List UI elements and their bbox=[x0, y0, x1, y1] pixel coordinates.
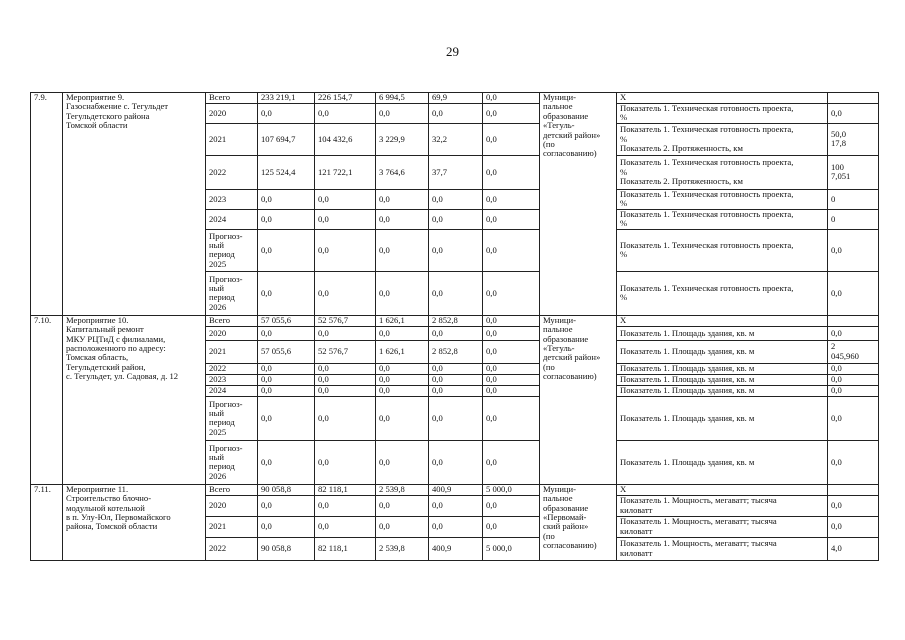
total-amount: 0,0 bbox=[258, 440, 315, 484]
indicator-value: 50,0 17,8 bbox=[828, 123, 879, 155]
year-cell: Прогноз- ный период 2026 bbox=[206, 271, 258, 315]
federal-budget-amount: 0,0 bbox=[315, 229, 376, 271]
year-cell: 2021 bbox=[206, 516, 258, 537]
indicator-value: 0 bbox=[828, 209, 879, 229]
activity-name: Мероприятие 10. Капитальный ремонт МКУ РЦТиД с филиалами, расположенного по адресу: Томская область, Тегульдетский район, с. Тегульдет, ул. Садовая, д. 12 bbox=[63, 315, 206, 484]
extrabudgetary-amount: 5 000,0 bbox=[483, 484, 540, 495]
federal-budget-amount: 0,0 bbox=[315, 396, 376, 440]
year-cell: Прогноз- ный период 2025 bbox=[206, 229, 258, 271]
indicator-cell: Показатель 1. Площадь здания, кв. м bbox=[617, 363, 828, 374]
executor-cell: Муници- пальное образование «Тегуль- детский район» (по согласованию) bbox=[540, 315, 617, 484]
indicator-value: 0 bbox=[828, 189, 879, 209]
regional-budget-amount: 0,0 bbox=[376, 229, 429, 271]
extrabudgetary-amount: 0,0 bbox=[483, 374, 540, 385]
regional-budget-amount: 3 229,9 bbox=[376, 123, 429, 155]
total-amount: 0,0 bbox=[258, 229, 315, 271]
local-budget-amount: 0,0 bbox=[429, 229, 483, 271]
federal-budget-amount: 82 118,1 bbox=[315, 484, 376, 495]
year-cell: Прогноз- ный период 2026 bbox=[206, 440, 258, 484]
activity-number: 7.10. bbox=[31, 315, 63, 484]
indicator-value: 0,0 bbox=[828, 516, 879, 537]
regional-budget-amount: 2 539,8 bbox=[376, 484, 429, 495]
regional-budget-amount: 0,0 bbox=[376, 374, 429, 385]
federal-budget-amount: 0,0 bbox=[315, 209, 376, 229]
total-amount: 90 058,8 bbox=[258, 537, 315, 560]
year-cell: 2022 bbox=[206, 155, 258, 189]
total-amount: 0,0 bbox=[258, 385, 315, 396]
federal-budget-amount: 0,0 bbox=[315, 104, 376, 124]
extrabudgetary-amount: 0,0 bbox=[483, 229, 540, 271]
local-budget-amount: 32,2 bbox=[429, 123, 483, 155]
total-amount: 57 055,6 bbox=[258, 315, 315, 326]
indicator-cell: Показатель 1. Площадь здания, кв. м bbox=[617, 374, 828, 385]
total-amount: 90 058,8 bbox=[258, 484, 315, 495]
year-cell: 2020 bbox=[206, 104, 258, 124]
local-budget-amount: 400,9 bbox=[429, 537, 483, 560]
indicator-cell: Показатель 1. Техническая готовность проекта, % bbox=[617, 229, 828, 271]
regional-budget-amount: 0,0 bbox=[376, 516, 429, 537]
local-budget-amount: 0,0 bbox=[429, 374, 483, 385]
indicator-value: 0,0 bbox=[828, 440, 879, 484]
total-amount: 0,0 bbox=[258, 396, 315, 440]
executor-cell: Муници- пальное образование «Тегуль- детский район» (по согласованию) bbox=[540, 93, 617, 316]
indicator-cell: Показатель 1. Площадь здания, кв. м bbox=[617, 326, 828, 340]
table-row bbox=[31, 484, 879, 495]
federal-budget-amount: 52 576,7 bbox=[315, 315, 376, 326]
federal-budget-amount: 0,0 bbox=[315, 363, 376, 374]
federal-budget-amount: 0,0 bbox=[315, 385, 376, 396]
indicator-cell: Показатель 1. Площадь здания, кв. м bbox=[617, 396, 828, 440]
total-amount: 0,0 bbox=[258, 271, 315, 315]
year-cell: 2022 bbox=[206, 537, 258, 560]
regional-budget-amount: 1 626,1 bbox=[376, 340, 429, 363]
indicator-cell: Показатель 1. Мощность, мегаватт; тысяча киловатт bbox=[617, 495, 828, 516]
federal-budget-amount: 0,0 bbox=[315, 516, 376, 537]
total-amount: 0,0 bbox=[258, 104, 315, 124]
federal-budget-amount: 0,0 bbox=[315, 326, 376, 340]
local-budget-amount: 69,9 bbox=[429, 93, 483, 104]
year-cell: Всего bbox=[206, 315, 258, 326]
extrabudgetary-amount: 0,0 bbox=[483, 440, 540, 484]
indicator-value: 0,0 bbox=[828, 495, 879, 516]
indicator-value: 0,0 bbox=[828, 374, 879, 385]
total-amount: 107 694,7 bbox=[258, 123, 315, 155]
total-amount: 125 524,4 bbox=[258, 155, 315, 189]
regional-budget-amount: 0,0 bbox=[376, 189, 429, 209]
indicator-value bbox=[828, 93, 879, 104]
local-budget-amount: 0,0 bbox=[429, 516, 483, 537]
year-cell: 2021 bbox=[206, 123, 258, 155]
regional-budget-amount: 0,0 bbox=[376, 396, 429, 440]
indicator-value: 0,0 bbox=[828, 385, 879, 396]
total-amount: 0,0 bbox=[258, 516, 315, 537]
program-activities-table bbox=[30, 92, 879, 561]
federal-budget-amount: 0,0 bbox=[315, 495, 376, 516]
year-cell: 2020 bbox=[206, 326, 258, 340]
regional-budget-amount: 3 764,6 bbox=[376, 155, 429, 189]
indicator-value: 0,0 bbox=[828, 229, 879, 271]
regional-budget-amount: 0,0 bbox=[376, 104, 429, 124]
year-cell: 2024 bbox=[206, 385, 258, 396]
regional-budget-amount: 0,0 bbox=[376, 495, 429, 516]
indicator-cell: Показатель 1. Техническая готовность проекта, % bbox=[617, 271, 828, 315]
local-budget-amount: 400,9 bbox=[429, 484, 483, 495]
extrabudgetary-amount: 0,0 bbox=[483, 495, 540, 516]
total-amount: 0,0 bbox=[258, 209, 315, 229]
indicator-value bbox=[828, 484, 879, 495]
extrabudgetary-amount: 0,0 bbox=[483, 396, 540, 440]
local-budget-amount: 2 852,8 bbox=[429, 315, 483, 326]
local-budget-amount: 0,0 bbox=[429, 495, 483, 516]
indicator-cell: Показатель 1. Техническая готовность проекта, % bbox=[617, 189, 828, 209]
local-budget-amount: 0,0 bbox=[429, 104, 483, 124]
federal-budget-amount: 0,0 bbox=[315, 189, 376, 209]
local-budget-amount: 0,0 bbox=[429, 440, 483, 484]
indicator-cell: Показатель 1. Площадь здания, кв. м bbox=[617, 440, 828, 484]
activity-number: 7.9. bbox=[31, 93, 63, 316]
regional-budget-amount: 0,0 bbox=[376, 363, 429, 374]
extrabudgetary-amount: 0,0 bbox=[483, 363, 540, 374]
federal-budget-amount: 104 432,6 bbox=[315, 123, 376, 155]
total-amount: 0,0 bbox=[258, 374, 315, 385]
local-budget-amount: 2 852,8 bbox=[429, 340, 483, 363]
extrabudgetary-amount: 0,0 bbox=[483, 93, 540, 104]
indicator-value: 0,0 bbox=[828, 363, 879, 374]
total-amount: 0,0 bbox=[258, 189, 315, 209]
indicator-cell: Х bbox=[617, 93, 828, 104]
local-budget-amount: 0,0 bbox=[429, 189, 483, 209]
year-cell: 2021 bbox=[206, 340, 258, 363]
extrabudgetary-amount: 0,0 bbox=[483, 123, 540, 155]
local-budget-amount: 0,0 bbox=[429, 363, 483, 374]
indicator-cell: Х bbox=[617, 484, 828, 495]
year-cell: Всего bbox=[206, 484, 258, 495]
year-cell: Прогноз- ный период 2025 bbox=[206, 396, 258, 440]
federal-budget-amount: 52 576,7 bbox=[315, 340, 376, 363]
table-row bbox=[31, 315, 879, 326]
indicator-cell: Показатель 1. Мощность, мегаватт; тысяча киловатт bbox=[617, 516, 828, 537]
indicator-value: 0,0 bbox=[828, 271, 879, 315]
year-cell: 2024 bbox=[206, 209, 258, 229]
activity-name: Мероприятие 11. Строительство блочно- модульной котельной в п. Улу-Юл, Первомайского района, Томской области bbox=[63, 484, 206, 560]
extrabudgetary-amount: 0,0 bbox=[483, 385, 540, 396]
regional-budget-amount: 0,0 bbox=[376, 326, 429, 340]
indicator-cell: Показатель 1. Площадь здания, кв. м bbox=[617, 340, 828, 363]
indicator-value: 2 045,960 bbox=[828, 340, 879, 363]
indicator-cell: Х bbox=[617, 315, 828, 326]
year-cell: Всего bbox=[206, 93, 258, 104]
total-amount: 0,0 bbox=[258, 495, 315, 516]
local-budget-amount: 0,0 bbox=[429, 271, 483, 315]
indicator-value bbox=[828, 315, 879, 326]
indicator-value: 0,0 bbox=[828, 396, 879, 440]
regional-budget-amount: 6 994,5 bbox=[376, 93, 429, 104]
regional-budget-amount: 0,0 bbox=[376, 440, 429, 484]
year-cell: 2020 bbox=[206, 495, 258, 516]
regional-budget-amount: 0,0 bbox=[376, 271, 429, 315]
indicator-value: 0,0 bbox=[828, 326, 879, 340]
regional-budget-amount: 1 626,1 bbox=[376, 315, 429, 326]
regional-budget-amount: 2 539,8 bbox=[376, 537, 429, 560]
federal-budget-amount: 226 154,7 bbox=[315, 93, 376, 104]
indicator-value: 0,0 bbox=[828, 104, 879, 124]
activity-name: Мероприятие 9. Газоснабжение с. Тегульдет Тегульдетского района Томской области bbox=[63, 93, 206, 316]
indicator-cell: Показатель 1. Техническая готовность проекта, % bbox=[617, 104, 828, 124]
local-budget-amount: 0,0 bbox=[429, 326, 483, 340]
local-budget-amount: 0,0 bbox=[429, 385, 483, 396]
executor-cell: Муници- пальное образование «Первомай- ский район» (по согласованию) bbox=[540, 484, 617, 560]
extrabudgetary-amount: 0,0 bbox=[483, 209, 540, 229]
extrabudgetary-amount: 0,0 bbox=[483, 155, 540, 189]
extrabudgetary-amount: 0,0 bbox=[483, 326, 540, 340]
table-row bbox=[31, 93, 879, 104]
federal-budget-amount: 82 118,1 bbox=[315, 537, 376, 560]
extrabudgetary-amount: 5 000,0 bbox=[483, 537, 540, 560]
indicator-cell: Показатель 1. Площадь здания, кв. м bbox=[617, 385, 828, 396]
extrabudgetary-amount: 0,0 bbox=[483, 340, 540, 363]
indicator-cell: Показатель 1. Мощность, мегаватт; тысяча киловатт bbox=[617, 537, 828, 560]
local-budget-amount: 0,0 bbox=[429, 396, 483, 440]
total-amount: 233 219,1 bbox=[258, 93, 315, 104]
year-cell: 2023 bbox=[206, 374, 258, 385]
local-budget-amount: 0,0 bbox=[429, 209, 483, 229]
indicator-value: 100 7,051 bbox=[828, 155, 879, 189]
local-budget-amount: 37,7 bbox=[429, 155, 483, 189]
indicator-cell: Показатель 1. Техническая готовность проекта, % bbox=[617, 209, 828, 229]
total-amount: 0,0 bbox=[258, 363, 315, 374]
indicator-cell: Показатель 1. Техническая готовность проекта, % Показатель 2. Протяженность, км bbox=[617, 155, 828, 189]
extrabudgetary-amount: 0,0 bbox=[483, 189, 540, 209]
indicator-value: 4,0 bbox=[828, 537, 879, 560]
federal-budget-amount: 0,0 bbox=[315, 440, 376, 484]
federal-budget-amount: 0,0 bbox=[315, 271, 376, 315]
extrabudgetary-amount: 0,0 bbox=[483, 315, 540, 326]
total-amount: 57 055,6 bbox=[258, 340, 315, 363]
page-number: 29 bbox=[446, 44, 459, 59]
indicator-cell: Показатель 1. Техническая готовность проекта, % Показатель 2. Протяженность, км bbox=[617, 123, 828, 155]
federal-budget-amount: 0,0 bbox=[315, 374, 376, 385]
total-amount: 0,0 bbox=[258, 326, 315, 340]
federal-budget-amount: 121 722,1 bbox=[315, 155, 376, 189]
regional-budget-amount: 0,0 bbox=[376, 209, 429, 229]
activity-number: 7.11. bbox=[31, 484, 63, 560]
extrabudgetary-amount: 0,0 bbox=[483, 104, 540, 124]
extrabudgetary-amount: 0,0 bbox=[483, 516, 540, 537]
year-cell: 2023 bbox=[206, 189, 258, 209]
extrabudgetary-amount: 0,0 bbox=[483, 271, 540, 315]
year-cell: 2022 bbox=[206, 363, 258, 374]
regional-budget-amount: 0,0 bbox=[376, 385, 429, 396]
